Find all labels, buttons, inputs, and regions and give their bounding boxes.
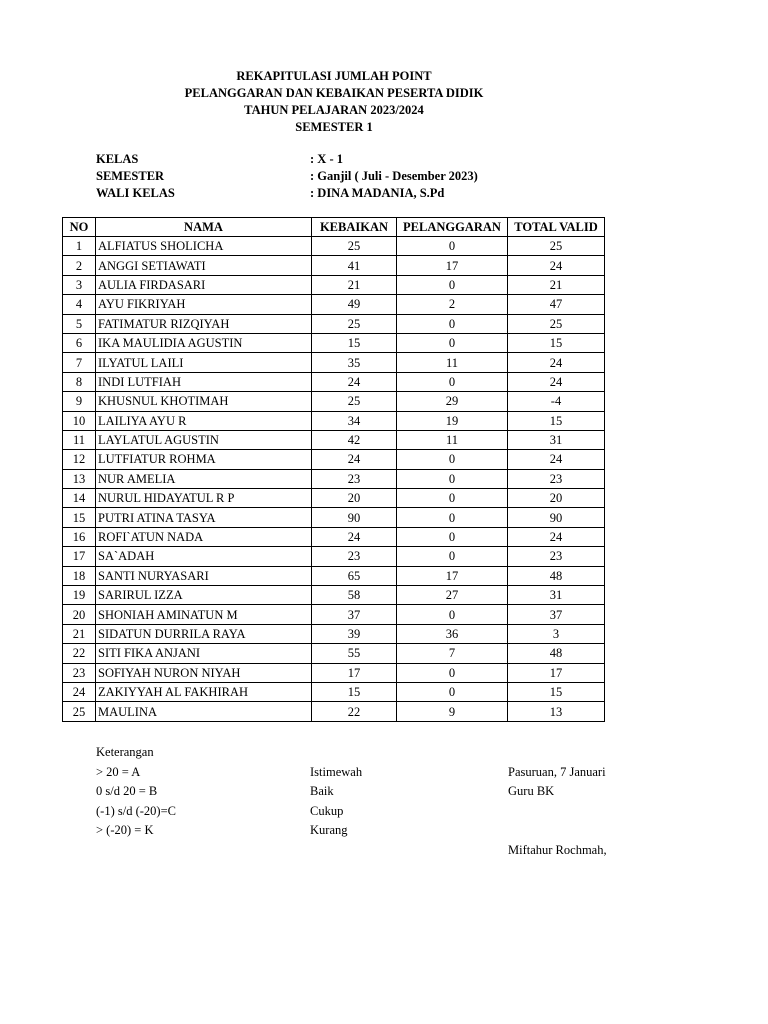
cell-nama: INDI LUTFIAH (96, 372, 312, 391)
info-label: SEMESTER (96, 169, 165, 183)
signature-block (508, 763, 607, 861)
cell-nama: FATIMATUR RIZQIYAH (96, 314, 312, 333)
cell-total-valid: 23 (508, 547, 605, 566)
recap-table (62, 217, 605, 722)
cell-kebaikan: 24 (312, 527, 397, 546)
cell-nama: ALFIATUS SHOLICHA (96, 237, 312, 256)
cell-kebaikan: 55 (312, 644, 397, 663)
signature-role: Guru BK (508, 784, 555, 798)
cell-kebaikan: 65 (312, 566, 397, 585)
cell-total-valid: 3 (508, 624, 605, 643)
cell-total-valid: 24 (508, 450, 605, 469)
cell-total-valid: -4 (508, 392, 605, 411)
cell-kebaikan: 24 (312, 372, 397, 391)
cell-no: 3 (63, 275, 96, 294)
table-row (63, 237, 605, 256)
cell-nama: SARIRUL IZZA (96, 586, 312, 605)
cell-nama: ILYATUL LAILI (96, 353, 312, 372)
info-row-kelas (96, 151, 596, 168)
cell-nama: ROFI`ATUN NADA (96, 527, 312, 546)
cell-kebaikan: 24 (312, 450, 397, 469)
header-total-valid: TOTAL VALID (508, 218, 605, 237)
table-row (63, 256, 605, 275)
cell-nama: AULIA FIRDASARI (96, 275, 312, 294)
cell-nama: NURUL HIDAYATUL R P (96, 489, 312, 508)
table-row (63, 644, 605, 663)
cell-kebaikan: 90 (312, 508, 397, 527)
table-row (63, 353, 605, 372)
document-title (0, 68, 668, 136)
cell-pelanggaran: 11 (397, 430, 508, 449)
cell-kebaikan: 25 (312, 392, 397, 411)
cell-total-valid: 24 (508, 256, 605, 275)
cell-nama: SITI FIKA ANJANI (96, 644, 312, 663)
cell-nama: LAYLATUL AGUSTIN (96, 430, 312, 449)
cell-pelanggaran: 0 (397, 469, 508, 488)
cell-nama: KHUSNUL KHOTIMAH (96, 392, 312, 411)
cell-no: 22 (63, 644, 96, 663)
header-nama: NAMA (96, 218, 312, 237)
cell-nama: SANTI NURYASARI (96, 566, 312, 585)
info-value: : X - 1 (310, 152, 343, 166)
info-value: : Ganjil ( Juli - Desember 2023) (310, 169, 478, 183)
table-row (63, 450, 605, 469)
header-pelanggaran: PELANGGARAN (397, 218, 508, 237)
cell-total-valid: 31 (508, 586, 605, 605)
cell-nama: SHONIAH AMINATUN M (96, 605, 312, 624)
cell-total-valid: 15 (508, 411, 605, 430)
cell-nama: ANGGI SETIAWATI (96, 256, 312, 275)
cell-total-valid: 25 (508, 237, 605, 256)
cell-pelanggaran: 0 (397, 450, 508, 469)
table-row (63, 469, 605, 488)
cell-nama: LAILIYA AYU R (96, 411, 312, 430)
cell-total-valid: 24 (508, 372, 605, 391)
info-row-wali-kelas (96, 185, 596, 202)
title-line-4: SEMESTER 1 (295, 120, 373, 134)
cell-pelanggaran: 7 (397, 644, 508, 663)
table-row (63, 566, 605, 585)
table-row (63, 527, 605, 546)
cell-total-valid: 90 (508, 508, 605, 527)
info-label: WALI KELAS (96, 186, 175, 200)
class-info (96, 151, 596, 202)
header-kebaikan: KEBAIKAN (312, 218, 397, 237)
cell-no: 7 (63, 353, 96, 372)
title-line-3: TAHUN PELAJARAN 2023/2024 (244, 103, 424, 117)
cell-kebaikan: 25 (312, 314, 397, 333)
cell-kebaikan: 23 (312, 469, 397, 488)
cell-no: 10 (63, 411, 96, 430)
cell-kebaikan: 21 (312, 275, 397, 294)
table-row (63, 275, 605, 294)
cell-pelanggaran: 0 (397, 333, 508, 352)
cell-kebaikan: 15 (312, 682, 397, 701)
cell-no: 17 (63, 547, 96, 566)
cell-total-valid: 15 (508, 682, 605, 701)
cell-nama: NUR AMELIA (96, 469, 312, 488)
cell-no: 15 (63, 508, 96, 527)
cell-pelanggaran: 0 (397, 508, 508, 527)
cell-pelanggaran: 0 (397, 275, 508, 294)
table-row (63, 392, 605, 411)
table-row (63, 430, 605, 449)
cell-total-valid: 47 (508, 295, 605, 314)
cell-nama: AYU FIKRIYAH (96, 295, 312, 314)
table-body (63, 237, 605, 722)
table-row (63, 314, 605, 333)
cell-no: 21 (63, 624, 96, 643)
cell-nama: PUTRI ATINA TASYA (96, 508, 312, 527)
cell-pelanggaran: 0 (397, 237, 508, 256)
table-header-row (63, 218, 605, 237)
cell-kebaikan: 34 (312, 411, 397, 430)
table-row (63, 547, 605, 566)
cell-nama: SA`ADAH (96, 547, 312, 566)
cell-no: 13 (63, 469, 96, 488)
cell-nama: SOFIYAH NURON NIYAH (96, 663, 312, 682)
legend-grade: Istimewah (310, 764, 363, 779)
cell-nama: IKA MAULIDIA AGUSTIN (96, 333, 312, 352)
cell-total-valid: 31 (508, 430, 605, 449)
cell-pelanggaran: 2 (397, 295, 508, 314)
cell-total-valid: 23 (508, 469, 605, 488)
table-row (63, 605, 605, 624)
legend-rule: (-1) s/d (-20)=C (96, 803, 176, 818)
signature-name: Miftahur Rochmah, (508, 842, 607, 857)
cell-pelanggaran: 29 (397, 392, 508, 411)
cell-no: 14 (63, 489, 96, 508)
cell-kebaikan: 22 (312, 702, 397, 721)
cell-nama: MAULINA (96, 702, 312, 721)
cell-nama: LUTFIATUR ROHMA (96, 450, 312, 469)
cell-pelanggaran: 0 (397, 547, 508, 566)
table-row (63, 682, 605, 701)
legend-grade: Kurang (310, 823, 348, 837)
cell-pelanggaran: 27 (397, 586, 508, 605)
legend-title: Keterangan (96, 745, 154, 759)
legend-rule: 0 s/d 20 = B (96, 784, 158, 798)
cell-pelanggaran: 0 (397, 489, 508, 508)
cell-no: 20 (63, 605, 96, 624)
cell-kebaikan: 20 (312, 489, 397, 508)
cell-kebaikan: 41 (312, 256, 397, 275)
cell-pelanggaran: 0 (397, 527, 508, 546)
cell-pelanggaran: 17 (397, 256, 508, 275)
cell-pelanggaran: 0 (397, 605, 508, 624)
cell-no: 11 (63, 430, 96, 449)
cell-total-valid: 24 (508, 527, 605, 546)
cell-nama: SIDATUN DURRILA RAYA (96, 624, 312, 643)
table-row (63, 372, 605, 391)
cell-kebaikan: 35 (312, 353, 397, 372)
cell-pelanggaran: 17 (397, 566, 508, 585)
cell-no: 18 (63, 566, 96, 585)
cell-no: 12 (63, 450, 96, 469)
cell-no: 5 (63, 314, 96, 333)
table-row (63, 411, 605, 430)
cell-total-valid: 15 (508, 333, 605, 352)
cell-no: 19 (63, 586, 96, 605)
cell-no: 2 (63, 256, 96, 275)
cell-kebaikan: 17 (312, 663, 397, 682)
table-row (63, 333, 605, 352)
cell-no: 24 (63, 682, 96, 701)
cell-total-valid: 48 (508, 644, 605, 663)
cell-total-valid: 24 (508, 353, 605, 372)
cell-no: 8 (63, 372, 96, 391)
cell-total-valid: 13 (508, 702, 605, 721)
table-row (63, 508, 605, 527)
legend-grade: Baik (310, 784, 334, 798)
cell-pelanggaran: 11 (397, 353, 508, 372)
cell-total-valid: 21 (508, 275, 605, 294)
cell-total-valid: 17 (508, 663, 605, 682)
legend-grade: Cukup (310, 803, 344, 818)
info-label: KELAS (96, 152, 139, 166)
legend-rule: > 20 = A (96, 764, 141, 779)
table-row (63, 586, 605, 605)
legend-grades (310, 763, 362, 841)
cell-pelanggaran: 9 (397, 702, 508, 721)
cell-pelanggaran: 19 (397, 411, 508, 430)
table-row (63, 702, 605, 721)
cell-kebaikan: 37 (312, 605, 397, 624)
table-row (63, 489, 605, 508)
legend-rule: > (-20) = K (96, 823, 154, 837)
legend (96, 743, 176, 841)
title-line-1: REKAPITULASI JUMLAH POINT (236, 69, 432, 83)
header-no: NO (63, 218, 96, 237)
cell-kebaikan: 58 (312, 586, 397, 605)
cell-no: 6 (63, 333, 96, 352)
cell-kebaikan: 49 (312, 295, 397, 314)
info-row-semester (96, 168, 596, 185)
cell-total-valid: 25 (508, 314, 605, 333)
cell-pelanggaran: 36 (397, 624, 508, 643)
cell-pelanggaran: 0 (397, 663, 508, 682)
cell-total-valid: 20 (508, 489, 605, 508)
cell-kebaikan: 23 (312, 547, 397, 566)
cell-total-valid: 37 (508, 605, 605, 624)
cell-kebaikan: 42 (312, 430, 397, 449)
cell-pelanggaran: 0 (397, 372, 508, 391)
info-value: : DINA MADANIA, S.Pd (310, 186, 445, 200)
signature-place-date: Pasuruan, 7 Januari (508, 764, 606, 779)
cell-no: 23 (63, 663, 96, 682)
title-line-2: PELANGGARAN DAN KEBAIKAN PESERTA DIDIK (184, 86, 484, 100)
cell-pelanggaran: 0 (397, 314, 508, 333)
cell-no: 1 (63, 237, 96, 256)
cell-total-valid: 48 (508, 566, 605, 585)
table-row (63, 295, 605, 314)
table-row (63, 663, 605, 682)
cell-pelanggaran: 0 (397, 682, 508, 701)
cell-kebaikan: 15 (312, 333, 397, 352)
cell-kebaikan: 39 (312, 624, 397, 643)
cell-nama: ZAKIYYAH AL FAKHIRAH (96, 682, 312, 701)
cell-kebaikan: 25 (312, 237, 397, 256)
cell-no: 16 (63, 527, 96, 546)
cell-no: 9 (63, 392, 96, 411)
cell-no: 4 (63, 295, 96, 314)
table-row (63, 624, 605, 643)
cell-no: 25 (63, 702, 96, 721)
